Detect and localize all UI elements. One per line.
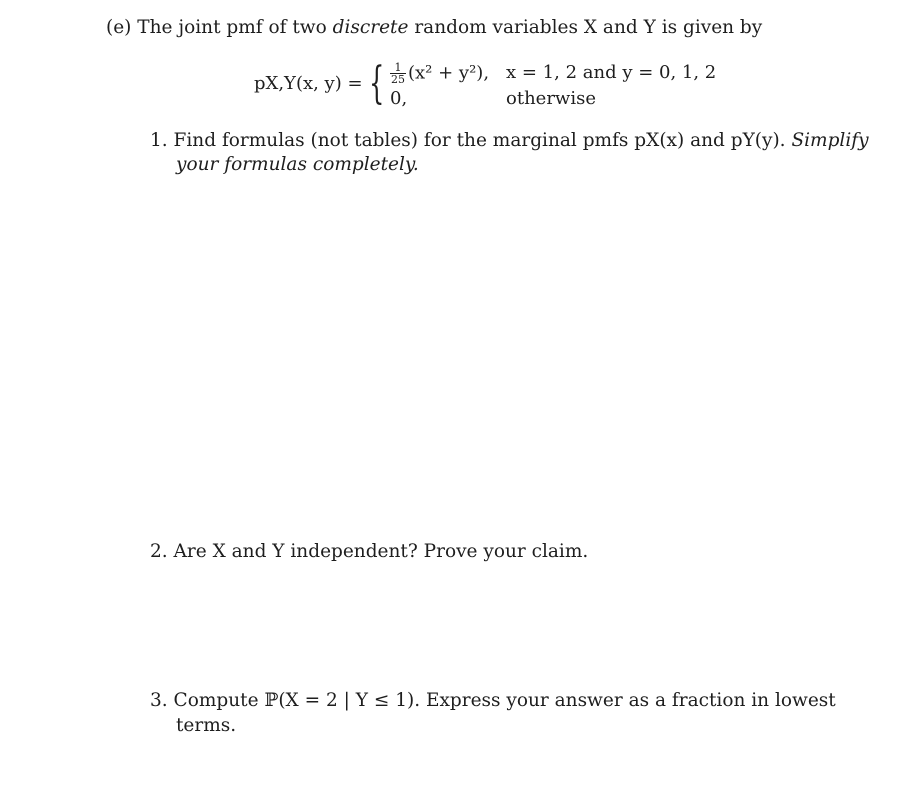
- fraction-denominator: 25: [391, 73, 405, 86]
- question-2-text: Are X and Y independent? Prove your claim.: [173, 541, 589, 562]
- fraction: [390, 62, 406, 85]
- question-3-number: 3.: [150, 690, 168, 711]
- question-1-text: Find formulas (not tables) for the marginal pmfs pX(x) and pY(y).: [173, 130, 786, 151]
- formula-lhs: pX,Y(x, y) =: [254, 73, 363, 94]
- case-1-condition: x = 1, 2 and y = 0, 1, 2: [506, 62, 717, 83]
- problem-intro-italic: discrete: [332, 17, 409, 38]
- question-1-italic: Simplify: [791, 130, 869, 151]
- question-1-line-1: [150, 129, 869, 153]
- question-3-line-1: [150, 689, 836, 713]
- question-3-line-2: terms.: [176, 715, 237, 736]
- joint-pmf-formula: [254, 57, 734, 113]
- problem-intro: [106, 16, 762, 40]
- case-1-expression: (x² + y²),: [408, 62, 490, 84]
- case-2-condition: otherwise: [506, 88, 596, 109]
- fraction-numerator: 1: [390, 62, 406, 74]
- question-1-number: 1.: [150, 130, 168, 151]
- question-2: [150, 540, 588, 564]
- problem-intro-text-1: The joint pmf of two: [137, 17, 333, 38]
- left-brace: {: [369, 58, 385, 109]
- question-2-number: 2.: [150, 541, 168, 562]
- question-1-line-2: your formulas completely.: [176, 154, 419, 175]
- problem-label: (e): [106, 17, 132, 38]
- formula-case-1: [390, 62, 489, 85]
- case-2-expression: 0,: [390, 88, 408, 109]
- question-3-text: Compute ℙ(X = 2 | Y ≤ 1). Express your answer as a fraction in lowest: [173, 690, 836, 711]
- problem-intro-text-2: random variables X and Y is given by: [408, 17, 763, 38]
